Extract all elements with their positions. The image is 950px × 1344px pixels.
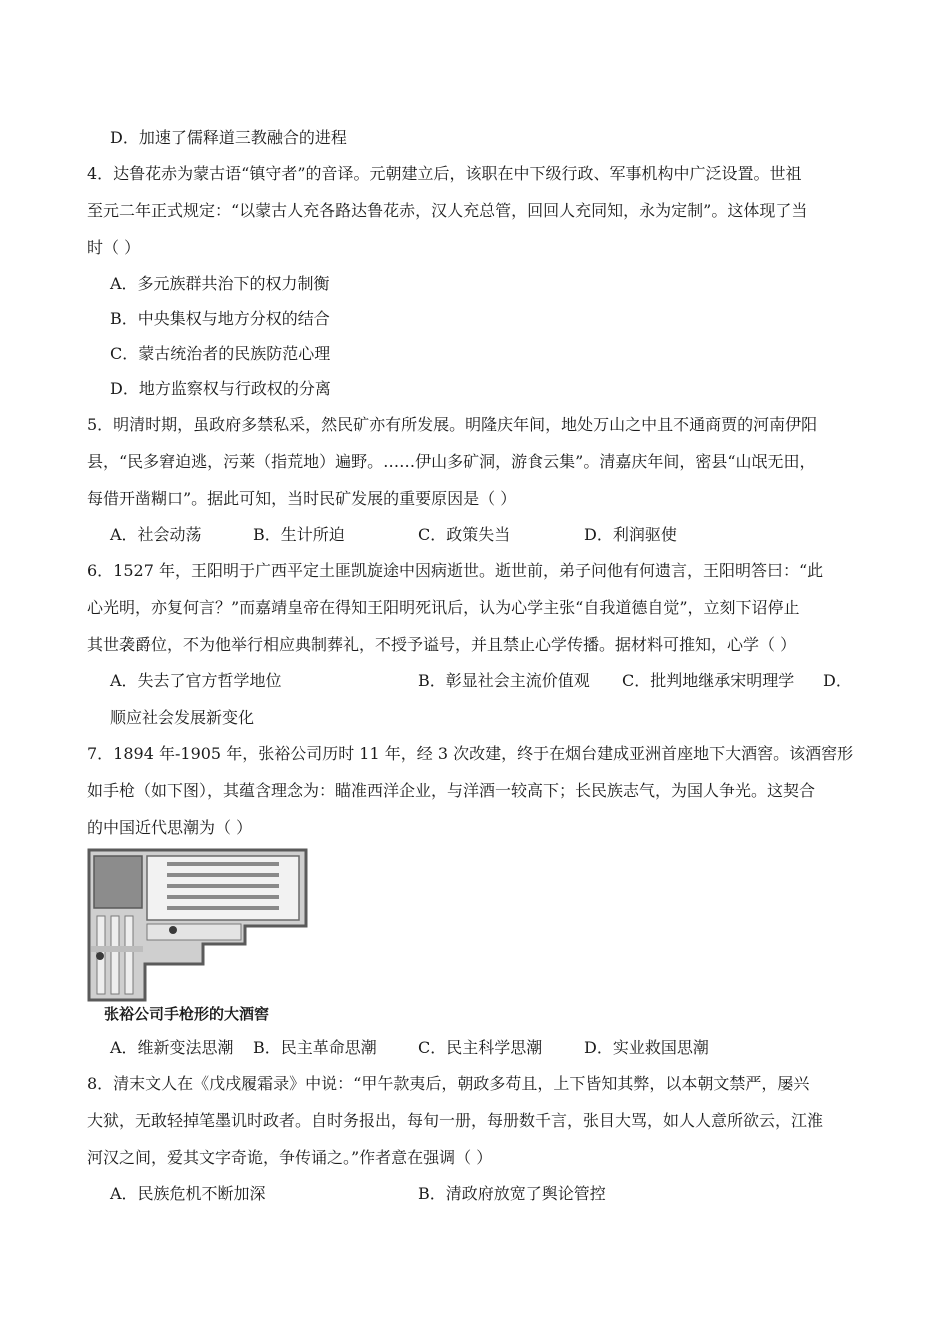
q4-option-c: C．蒙古统治者的民族防范心理 bbox=[110, 344, 331, 363]
q3-option-d: D．加速了儒释道三教融合的进程 bbox=[110, 128, 347, 147]
q8-stem-line: 大狱，无敢轻掉笔墨讥时政者。自时务报出，每旬一册，每册数千言，张目大骂，如人人意所欲云，江淮 bbox=[87, 1111, 824, 1130]
q6-option-d-label: D． bbox=[823, 671, 852, 690]
q4-option-b: B．中央集权与地方分权的结合 bbox=[110, 309, 330, 328]
figure-caption: 张裕公司手枪形的大酒窖 bbox=[104, 1005, 270, 1023]
q8-option-a: A．民族危机不断加深 bbox=[110, 1184, 266, 1203]
q4-stem-line: 至元二年正式规定：“以蒙古人充各路达鲁花赤，汉人充总管，回回人充同知，永为定制”。这体现了当 bbox=[87, 201, 808, 220]
q6-option-b: B．彰显社会主流价值观 bbox=[418, 671, 590, 690]
q4-option-d: D．地方监察权与行政权的分离 bbox=[110, 379, 331, 398]
q7-option-a: A．维新变法思潮 bbox=[110, 1038, 234, 1057]
q5-option-d: D．利润驱使 bbox=[584, 525, 677, 544]
q8-stem-line: 河汉之间，爱其文字奇诡，争传诵之。”作者意在强调（ ） bbox=[87, 1148, 493, 1167]
q4-option-a: A．多元族群共治下的权力制衡 bbox=[110, 274, 330, 293]
q5-option-a: A．社会动荡 bbox=[110, 525, 202, 544]
q5-stem-line: 县，“民多窘迫逃，污莱（指荒地）遍野。……伊山多矿洞，游食云集”。清嘉庆年间，密县“山氓无田， bbox=[87, 452, 816, 471]
q6-stem-line: 6．1527 年，王阳明于广西平定土匪凯旋途中因病逝世。逝世前，弟子问他有何遗言，王阳明答曰：“此 bbox=[87, 561, 824, 580]
q7-stem-line: 如手枪（如下图），其蕴含理念为：瞄准西洋企业，与洋酒一较高下；长民族志气，为国人争光。这契合 bbox=[87, 781, 816, 800]
q5-option-c: C．政策失当 bbox=[418, 525, 511, 544]
q7-stem-line: 7．1894 年-1905 年，张裕公司历时 11 年，经 3 次改建，终于在烟台建成亚洲首座地下大酒窖。该酒窖形 bbox=[87, 744, 854, 763]
q7-option-b: B．民主革命思潮 bbox=[253, 1038, 377, 1057]
wine-cellar-floor-plan bbox=[87, 848, 308, 1002]
q6-stem-line: 其世袭爵位，不为他举行相应典制葬礼，不授予谥号，并且禁止心学传播。据材料可推知，心学（ ） bbox=[87, 635, 797, 654]
q8-option-b: B．清政府放宽了舆论管控 bbox=[418, 1184, 606, 1203]
q5-option-b: B．生计所迫 bbox=[253, 525, 345, 544]
q6-stem-line: 心光明，亦复何言？”而嘉靖皇帝在得知王阳明死讯后，认为心学主张“自我道德自觉”，立刻下诏停止 bbox=[87, 598, 800, 617]
q7-option-c: C．民主科学思潮 bbox=[418, 1038, 543, 1057]
q7-stem-line: 的中国近代思潮为（ ） bbox=[87, 818, 253, 837]
q6-option-a: A．失去了官方哲学地位 bbox=[110, 671, 282, 690]
q4-stem-line: 4．达鲁花赤为蒙古语“镇守者”的音译。元朝建立后，该职在中下级行政、军事机构中广泛设置。世祖 bbox=[87, 164, 802, 183]
q5-stem-line: 每借开凿糊口”。据此可知，当时民矿发展的重要原因是（ ） bbox=[87, 489, 517, 508]
q5-stem-line: 5．明清时期，虽政府多禁私采，然民矿亦有所发展。明隆庆年间，地处万山之中且不通商贾的河南伊阳 bbox=[87, 415, 818, 434]
q4-stem-line: 时（ ） bbox=[87, 238, 141, 257]
q7-option-d: D．实业救国思潮 bbox=[584, 1038, 709, 1057]
q8-stem-line: 8．清末文人在《戊戌履霜录》中说：“甲午款夷后，朝政多苟且，上下皆知其弊，以本朝文禁严，屡兴 bbox=[87, 1074, 810, 1093]
q6-option-d-text: 顺应社会发展新变化 bbox=[110, 708, 255, 727]
q6-option-c: C．批判地继承宋明理学 bbox=[622, 671, 795, 690]
